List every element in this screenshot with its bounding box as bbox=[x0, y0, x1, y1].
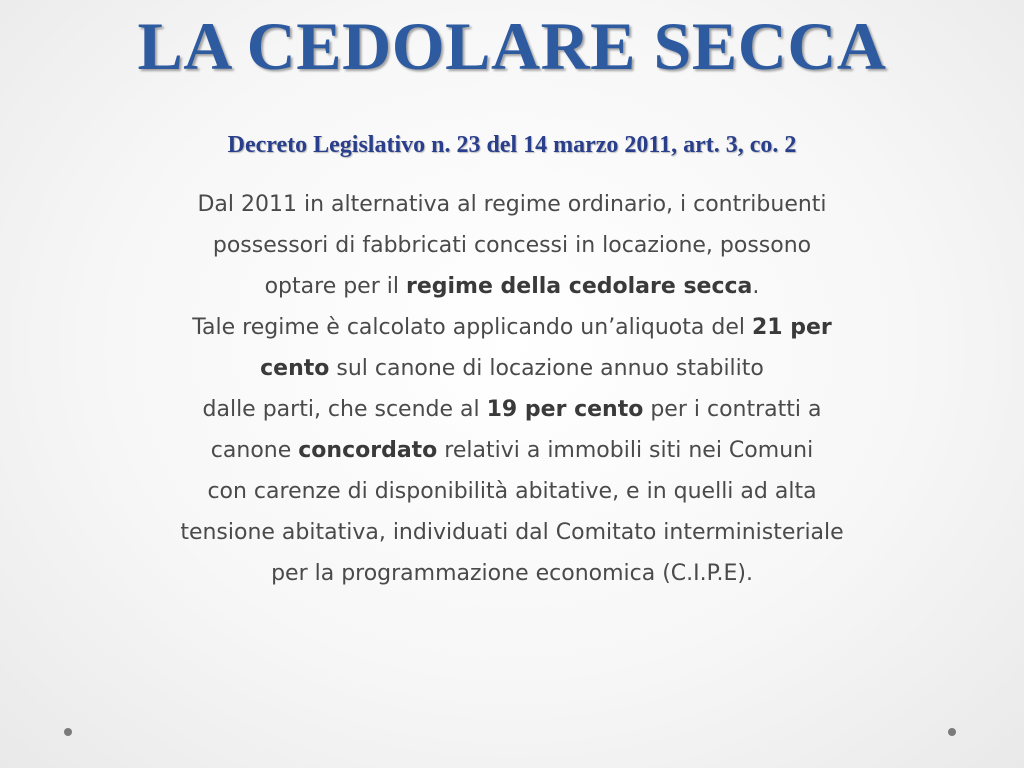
body-text: con carenze di disponibilità abitative, e in quelli ad alta bbox=[207, 479, 817, 504]
body-text: . bbox=[752, 274, 760, 299]
body-bold-text: 21 per bbox=[751, 315, 832, 340]
body-text: sul canone di locazione annuo stabilito bbox=[329, 356, 764, 381]
slide-title: LA CEDOLARE SECCA bbox=[137, 8, 887, 84]
corner-dot-icon bbox=[64, 728, 72, 736]
slide-subtitle: Decreto Legislativo n. 23 del 14 marzo 2011, art. 3, co. 2 bbox=[227, 132, 797, 158]
body-line bbox=[80, 307, 944, 348]
body-text: optare per il bbox=[264, 274, 406, 299]
body-bold-text: cento bbox=[260, 356, 330, 381]
body-line bbox=[80, 348, 944, 389]
body-line bbox=[80, 430, 944, 471]
body-line bbox=[80, 389, 944, 430]
body-text: Tale regime è calcolato applicando un’aliquota del bbox=[192, 315, 752, 340]
body-line bbox=[80, 471, 944, 512]
body-bold-text: 19 per cento bbox=[486, 397, 644, 422]
body-text: relativi a immobili siti nei Comuni bbox=[437, 438, 814, 463]
body-text: canone bbox=[210, 438, 299, 463]
body-text: tensione abitativa, individuati dal Comitato interministeriale bbox=[180, 520, 844, 545]
body-line bbox=[80, 553, 944, 594]
body-line bbox=[80, 184, 944, 225]
slide-body bbox=[80, 184, 944, 594]
body-text: Dal 2011 in alternativa al regime ordinario, i contribuenti bbox=[197, 192, 827, 217]
body-bold-text: concordato bbox=[298, 438, 438, 463]
body-line bbox=[80, 512, 944, 553]
body-text: per la programmazione economica (C.I.P.E). bbox=[271, 561, 753, 586]
body-bold-text: regime della cedolare secca bbox=[405, 274, 753, 299]
body-text: possessori di fabbricati concessi in locazione, possono bbox=[212, 233, 812, 258]
corner-dot-icon bbox=[948, 728, 956, 736]
body-line bbox=[80, 266, 944, 307]
body-text: dalle parti, che scende al bbox=[202, 397, 487, 422]
body-text: per i contratti a bbox=[643, 397, 822, 422]
body-line bbox=[80, 225, 944, 266]
